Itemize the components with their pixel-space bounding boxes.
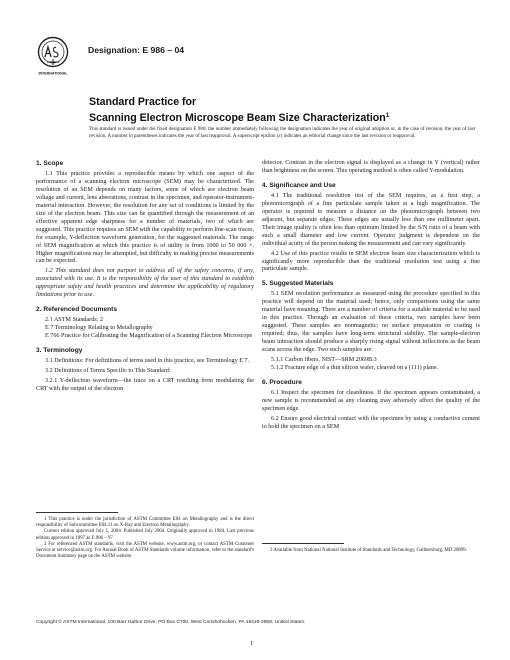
para-6-1: 6.1 Inspect the specimen for cleanliness. If the specimen appears contaminated, a new sample is recommended as any cleaning may adversely affect the quality of the specimen edge. <box>262 389 480 412</box>
ref-e766: E 766 Practice for Calibrating the Magnification of a Scanning Electron Microscope <box>45 333 253 340</box>
title-main: Scanning Electron Microscope Beam Size Characterization <box>89 112 386 124</box>
page-number: 1 <box>250 640 254 647</box>
para-3-1: 3.1 Definitions: For definitions of terms used in this practice, see Terminology E 7. <box>45 358 250 365</box>
para-5-1-1: 5.1.1 Carbon fibers, NIST—SRM 2069B.3 <box>271 357 377 364</box>
astm-logo <box>36 36 70 76</box>
para-1-1: 1.1 This practice provides a reproducible means by which one aspect of the performance of a scanning electron microscope (SEM) may be characterized. The resolution of an SEM depends on many factors, some of which are electron beam voltage and current, lens aberrations, contrast in the specimen, and operator-instrument-material interaction. However, the resolution for any set of conditions is limited by the size of the electron beam. This size can be quantified through the measurement of an effective apparent edge sharpness for a number of materials, two of which are suggested. This practice requires an SEM with the capability to perform line-scan traces, for example, Y-deflection waveform generation, for the suggested materials. The range of SEM magnification at which this practice is of utility is from 1000 to 50 000 ×. Higher magnifications may be attempted, but difficulty in making precise measurements can be expected. <box>36 171 254 265</box>
ref-e7: E 7 Terminology Relating to Metallography <box>45 325 153 332</box>
left-column <box>36 160 254 394</box>
footnote-1: 1 This practice is under the jurisdiction of ASTM Committee E04 on Metallography and is the direct responsibility of Subcommittee E04.11 on X-Ray and Electron Metallography. <box>36 517 254 529</box>
section-heading-scope: 1. Scope <box>36 160 64 167</box>
para-5-1-2: 5.1.2 Fracture edge of a thin silicon wafer, cleaved on a (111) plane. <box>271 365 439 372</box>
footnotes-left <box>36 517 254 560</box>
logo-text: INTERNATIONAL <box>38 71 68 76</box>
para-3-2-1-cont: detector. Contrast in the electron signal is displayed as a change in Y (vertical) rather than brightness on the screen. This operating method is often called Y-modulation. <box>262 160 480 174</box>
section-heading-referenced-documents: 2. Referenced Documents <box>36 306 117 314</box>
footnote-rule-right <box>262 543 344 544</box>
footnotes-right <box>262 548 480 554</box>
right-column <box>262 160 480 432</box>
title-line-2 <box>89 109 389 125</box>
section-heading-procedure: 6. Procedure <box>262 378 302 386</box>
footnote-2: 2 For referenced ASTM standards, visit the ASTM website, www.astm.org, or contact ASTM Customer Service at service@astm.org. For Annual Book of ASTM Standards volume information, refer to the standard's Document Summary page on the ASTM website. <box>36 541 254 560</box>
para-3-2-1: 3.2.1 Y-deflection waveform—the trace on a CRT resulting from modulating the CRT with the output of the electron <box>36 378 254 392</box>
para-1-2: 1.2 This standard does not purport to address all of the safety concerns, if any, associated with its use. It is the responsibility of the user of this standard to establish appropriate safety and health practices and determine the applicability of regulatory limitations prior to use. <box>36 268 254 299</box>
para-4-2: 4.2 Use of this practice results in SEM electron beam size characterization which is significantly more reproducible than the traditional resolution test using a fine particulate sample. <box>262 250 480 273</box>
title-line-1: Standard Practice for <box>89 96 197 108</box>
title-footnote-mark: 1 <box>385 112 390 119</box>
para-4-1: 4.1 The traditional resolution test of the SEM requires, as a first step, a photomicrograph of a fine particulate sample taken at a high magnification. The operator is required to measure a distance on the photomicrograph between two adjacent, but separate edges. These edges are usually less than one millimeter apart. Their image quality is often less than optimum limited by the S/N ratio of a beam with such a small diameter and low current. Operator judgment is dependent on the individual acuity of the person making the measurement and can vary significantly. <box>262 192 480 247</box>
para-6-2: 6.2 Ensure good electrical contact with the specimen by using a conductive cement to hold the specimen on a SEM <box>262 415 480 430</box>
copyright-line: Copyright © ASTM International, 100 Barr Harbor Drive, PO Box C700, West Conshohocken, PA 19428-2959, United States. <box>36 620 306 625</box>
para-3-2: 3.2 Definitions of Terms Specific to This Standard: <box>45 368 171 375</box>
footnote-rule-left <box>36 512 118 513</box>
section-heading-materials: 5. Suggested Materials <box>262 280 334 288</box>
designation: Designation: E 986 – 04 <box>88 45 184 55</box>
para-2-1: 2.1 ASTM Standards: 2 <box>45 317 103 324</box>
para-5-1: 5.1 SEM resolution performance as measured using the procedure specified in this practice will depend on the material used; hence, only comparisons using the same material have meaning. There are a number of criteria for a suitable material to be used in this practice. Through an evaluation of these criteria, two samples have been suggested. These samples are nonmagnetic; no surface preparation or coating is required; thus, the samples have long-term structural stability. The sample-electron beam interaction should produce a sharply rising signal without inflections as the beam scans across the edge. Two such samples are: <box>262 291 480 354</box>
footnote-1-edition: Current edition approved July 1, 2004. Published July 2004. Originally approved in 1984. Last previous edition approved in 1997 as E 986 – 97. <box>36 529 254 541</box>
issuance-notice: This standard is issued under the fixed designation E 986; the number immediately following the designation indicates the year of original adoption or, in the case of revision, the year of last revision. A number in parentheses indicates the year of last reapproval. A superscript epsilon (ε) indicates an editorial change since the last revision or reapproval. <box>89 126 475 139</box>
section-heading-significance: 4. Significance and Use <box>262 181 336 189</box>
document-title <box>89 96 389 125</box>
section-heading-terminology: 3. Terminology <box>36 347 83 355</box>
footnote-3: 3 Available from National National Institute of Standards and Technology, Gaithersburg, MD 20899. <box>270 548 467 553</box>
